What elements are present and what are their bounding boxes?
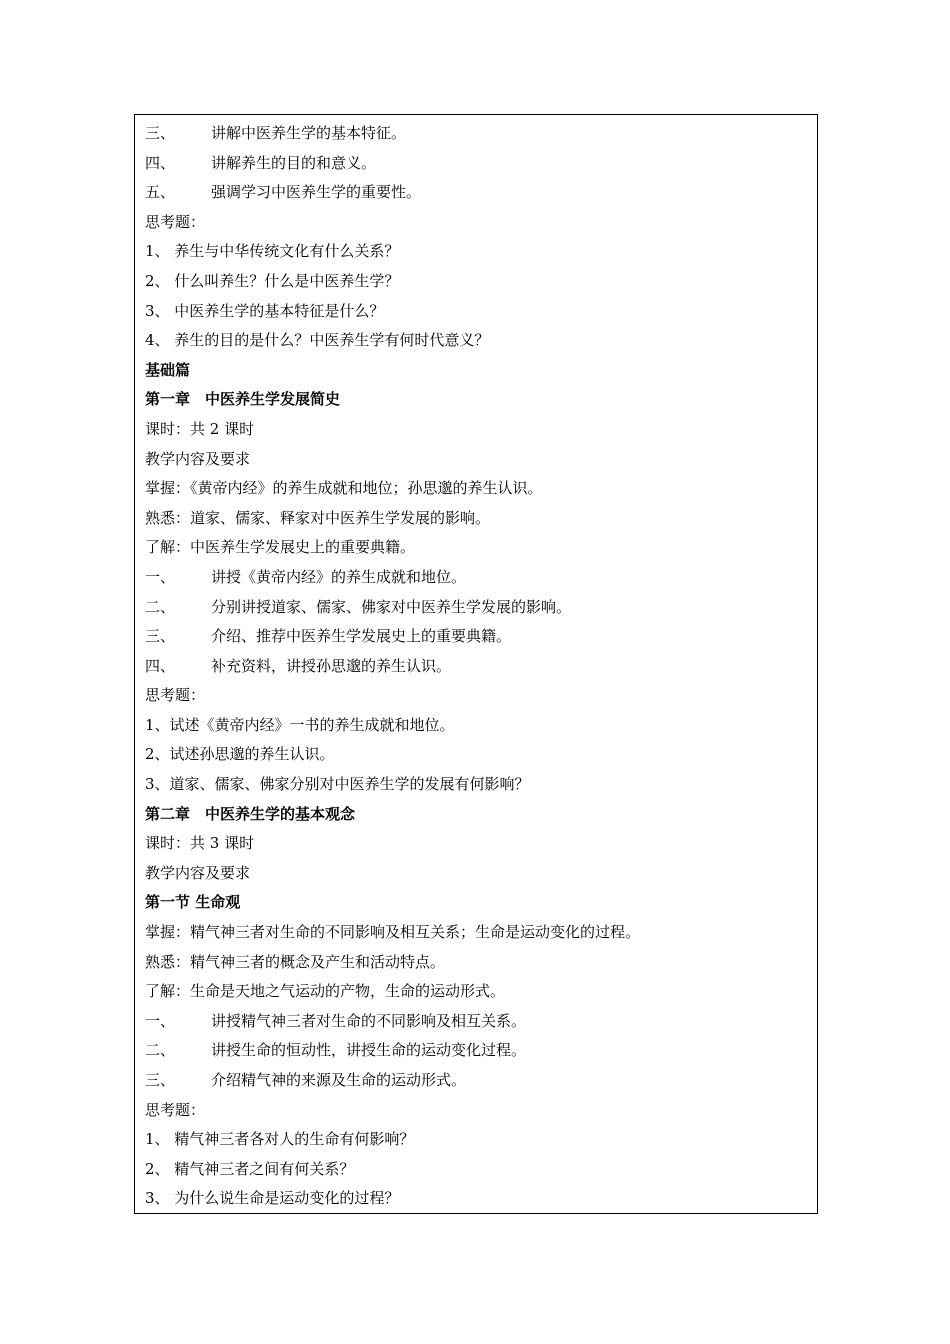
line-text: 讲解养生的目的和意义。 [211, 153, 377, 172]
list-number: 三、 [145, 627, 176, 646]
list-number: 三、 [145, 124, 176, 142]
list-number: 四、 [145, 153, 176, 172]
section-heading [145, 385, 811, 415]
text-line [145, 1125, 811, 1155]
text-line [145, 711, 811, 741]
text-line [145, 326, 811, 356]
line-text: 掌握：精气神三者对生命的不同影响及相互关系；生命是运动变化的过程。 [145, 923, 641, 942]
text-line [145, 267, 811, 297]
text-line [145, 593, 811, 623]
text-line [145, 859, 811, 889]
line-text: 第二章 中医养生学的基本观念 [145, 804, 356, 823]
list-number: 三、 [145, 1071, 176, 1089]
list-number: 二、 [145, 597, 176, 616]
list-number: 二、 [145, 1041, 176, 1060]
document-content [145, 119, 811, 1214]
line-text: 课时：共 3 课时 [145, 834, 255, 853]
line-text: 教学内容及要求 [145, 449, 251, 468]
line-text: 讲解中医养生学的基本特征。 [211, 124, 407, 142]
text-line [145, 533, 811, 563]
text-line [145, 208, 811, 238]
line-text: 补充资料，讲授孙思邈的养生认识。 [211, 656, 452, 675]
text-line [145, 1007, 811, 1037]
line-text: 思考题： [145, 686, 206, 705]
line-text: 基础篇 [145, 360, 191, 379]
text-line [145, 1036, 811, 1066]
text-line [145, 474, 811, 504]
text-line [145, 740, 811, 770]
text-line [145, 1155, 811, 1185]
text-line [145, 770, 811, 800]
line-text: 分别讲授道家、儒家、佛家对中医养生学发展的影响。 [211, 597, 572, 616]
text-line [145, 149, 811, 179]
section-heading [145, 356, 811, 386]
text-line [145, 977, 811, 1007]
list-number: 五、 [145, 183, 176, 202]
text-line [145, 178, 811, 208]
text-line [145, 297, 811, 327]
line-text: 思考题： [145, 212, 206, 231]
line-text: 教学内容及要求 [145, 863, 251, 882]
text-line [145, 1184, 811, 1214]
line-text: 4、 养生的目的是什么？中医养生学有何时代意义？ [145, 331, 490, 350]
line-text: 熟悉：道家、儒家、释家对中医养生学发展的影响。 [145, 508, 491, 527]
text-line [145, 652, 811, 682]
text-line [145, 119, 811, 149]
line-text: 介绍精气神的来源及生命的运动形式。 [211, 1071, 467, 1089]
line-text: 第一节 生命观 [145, 893, 241, 912]
section-heading [145, 888, 811, 918]
section-heading [145, 800, 811, 830]
line-text: 2、 什么叫养生？什么是中医养生学？ [145, 271, 400, 290]
text-line [145, 829, 811, 859]
text-line [145, 918, 811, 948]
line-text: 熟悉：精气神三者的概念及产生和活动特点。 [145, 952, 446, 971]
text-line [145, 237, 811, 267]
line-text: 了解：生命是天地之气运动的产物，生命的运动形式。 [145, 982, 506, 1001]
line-text: 讲授《黄帝内经》的养生成就和地位。 [211, 567, 467, 586]
line-text: 思考题： [145, 1100, 206, 1119]
line-text: 课时：共 2 课时 [145, 419, 255, 438]
text-line [145, 622, 811, 652]
list-number: 一、 [145, 567, 176, 586]
line-text: 讲授精气神三者对生命的不同影响及相互关系。 [211, 1011, 527, 1030]
line-text: 掌握：《黄帝内经》的养生成就和地位；孙思邈的养生认识。 [145, 479, 543, 498]
line-text: 3、道家、儒家、佛家分别对中医养生学的发展有何影响？ [145, 775, 530, 794]
text-line [145, 1096, 811, 1126]
line-text: 2、 精气神三者之间有何关系？ [145, 1159, 355, 1178]
line-text: 了解：中医养生学发展史上的重要典籍。 [145, 538, 416, 557]
line-text: 1、试述《黄帝内经》一书的养生成就和地位。 [145, 715, 455, 734]
line-text: 1、 养生与中华传统文化有什么关系？ [145, 242, 400, 261]
line-text: 讲授生命的恒动性，讲授生命的运动变化过程。 [211, 1041, 527, 1060]
text-line [145, 563, 811, 593]
line-text: 第一章 中医养生学发展简史 [145, 390, 341, 409]
list-number: 四、 [145, 656, 176, 675]
table-cell-frame [134, 114, 818, 1214]
text-line [145, 1066, 811, 1096]
text-line [145, 948, 811, 978]
line-text: 3、 为什么说生命是运动变化的过程？ [145, 1189, 400, 1208]
line-text: 1、 精气神三者各对人的生命有何影响？ [145, 1130, 415, 1149]
text-line [145, 415, 811, 445]
line-text: 2、试述孙思邈的养生认识。 [145, 745, 335, 764]
list-number: 一、 [145, 1011, 176, 1030]
text-line [145, 681, 811, 711]
text-line [145, 445, 811, 475]
line-text: 介绍、推荐中医养生学发展史上的重要典籍。 [211, 627, 512, 646]
text-line [145, 504, 811, 534]
line-text: 强调学习中医养生学的重要性。 [211, 183, 422, 202]
line-text: 3、 中医养生学的基本特征是什么？ [145, 301, 385, 320]
